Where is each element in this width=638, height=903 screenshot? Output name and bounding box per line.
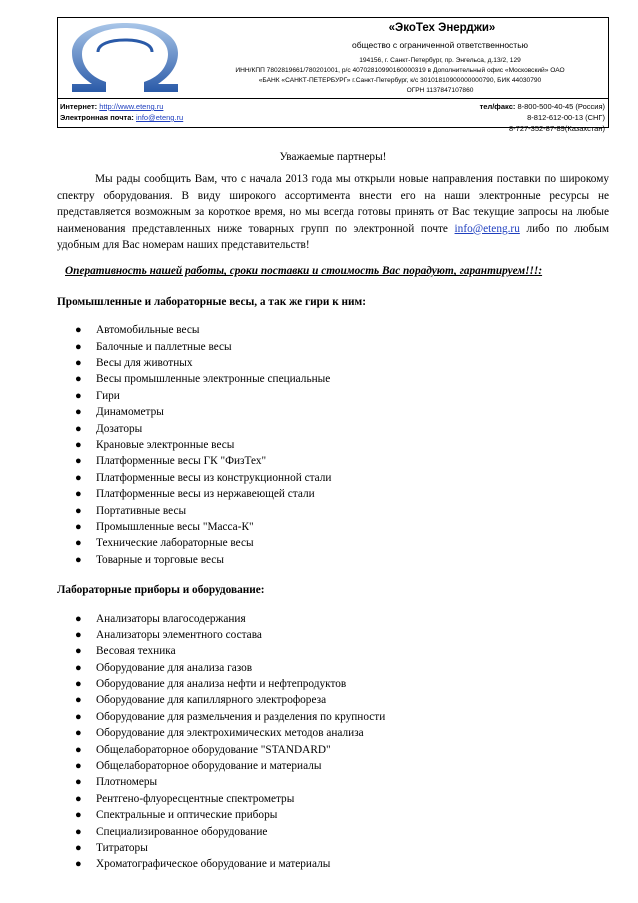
list-item-text: Динамометры [96, 406, 164, 419]
list-item [57, 676, 609, 692]
bullet-icon: ● [75, 389, 82, 402]
list-item-text: Оборудование для размельчения и разделения по крупности [96, 710, 386, 723]
list-item [57, 692, 609, 708]
list-item [57, 611, 609, 627]
bullet-icon: ● [75, 628, 82, 641]
scales-list [57, 322, 609, 568]
list-item-text: Оборудование для капиллярного электрофореза [96, 694, 327, 707]
bullet-icon: ● [75, 825, 82, 838]
list-item-text: Весы для животных [96, 357, 193, 370]
bullet-icon: ● [75, 710, 82, 723]
letterhead [57, 17, 609, 133]
phone-kz: 8-727-352-87-89(Казахстан) [508, 124, 605, 133]
list-item-text: Анализаторы элементного состава [96, 628, 262, 641]
list-item-text: Автомобильные весы [96, 324, 200, 337]
bullet-icon: ● [75, 504, 82, 517]
company-details [196, 21, 604, 96]
list-item-text: Хроматографическое оборудование и материалы [96, 858, 331, 871]
list-item-text: Технические лабораторные весы [96, 537, 254, 550]
list-item [57, 742, 609, 758]
list-item-text: Платформенные весы из конструкционной стали [96, 471, 332, 484]
list-item [57, 453, 609, 469]
list-item [57, 824, 609, 840]
list-item-text: Весы промышленные электронные специальные [96, 373, 331, 386]
list-item-text: Товарные и торговые весы [96, 553, 224, 566]
bullet-icon: ● [75, 743, 82, 756]
bullet-icon: ● [75, 645, 82, 658]
bullet-icon: ● [75, 792, 82, 805]
list-item-text: Общелабораторное оборудование "STANDARD" [96, 743, 331, 756]
list-item [57, 758, 609, 774]
list-item-text: Балочные и паллетные весы [96, 340, 232, 353]
list-item-text: Анализаторы влагосодержания [96, 612, 246, 625]
list-item [57, 725, 609, 741]
intro-text: Мы рады сообщить Вам, что с начала 2013 года мы открыли новые направления поставки по широкому спектру оборудования. В виду широкого ассортимента внести его на наши электронные ресурсы не представляется возможным за короткое время, но мы всегда готовы принять от Вас текущие запросы на любые наименования представленных ниже товарных групп по электронной почте [57, 173, 609, 235]
list-item [57, 856, 609, 872]
bullet-icon: ● [75, 455, 82, 468]
bullet-icon: ● [75, 727, 82, 740]
list-item-text: Спектральные и оптические приборы [96, 809, 278, 822]
bullet-icon: ● [75, 678, 82, 691]
company-bank: «БАНК «САНКТ-ПЕТЕРБУРГ» г.Санкт-Петербург, к/с 30101810900000000790, БИК 44030790 [258, 77, 542, 84]
contacts-left [60, 101, 183, 123]
letter-body [57, 149, 609, 873]
bullet-icon: ● [75, 340, 82, 353]
list-item-text: Дозаторы [96, 422, 143, 435]
list-item-text: Специализированное оборудование [96, 825, 268, 838]
omega-logo-icon [62, 22, 188, 96]
bullet-icon: ● [75, 324, 82, 337]
list-item-text: Оборудование для электрохимических методов анализа [96, 727, 364, 740]
list-item [57, 840, 609, 856]
list-item [57, 535, 609, 551]
salutation: Уважаемые партнеры! [279, 151, 387, 163]
list-item [57, 371, 609, 387]
company-name: «ЭкоТех Энерджи» [388, 22, 496, 34]
bullet-icon: ● [75, 694, 82, 707]
intro-email-link[interactable]: info@eteng.ru [454, 222, 520, 235]
intro-paragraph [57, 171, 609, 253]
list-item [57, 643, 609, 659]
bullet-icon: ● [75, 422, 82, 435]
letterhead-contacts [58, 99, 608, 133]
list-item-text: Оборудование для анализа нефти и нефтепродуктов [96, 678, 347, 691]
section-title-lab: Лабораторные приборы и оборудование: [57, 584, 265, 597]
bullet-icon: ● [75, 406, 82, 419]
internet-label: Интернет: [60, 102, 98, 111]
bullet-icon: ● [75, 858, 82, 871]
lab-list [57, 611, 609, 873]
bullet-icon: ● [75, 537, 82, 550]
bullet-icon: ● [75, 438, 82, 451]
email-label: Электронная почта: [60, 113, 134, 122]
company-inn: ИНН/КПП 7802819661/780201001, р/с 40702810990160000319 в Дополнительный офис «Московский» ОАО [235, 67, 565, 74]
list-item [57, 437, 609, 453]
letterhead-top [58, 18, 608, 98]
phone-cis: 8-812-612-00-13 (СНГ) [527, 113, 605, 122]
list-item [57, 486, 609, 502]
list-item-text: Портативные весы [96, 504, 187, 517]
contacts-right [480, 101, 605, 134]
bullet-icon: ● [75, 661, 82, 674]
list-item-text: Плотномеры [96, 776, 158, 789]
section-title-scales: Промышленные и лабораторные весы, а так же гири к ним: [57, 295, 367, 308]
list-item [57, 807, 609, 823]
bullet-icon: ● [75, 357, 82, 370]
list-item-text: Титраторы [96, 841, 148, 854]
bullet-icon: ● [75, 520, 82, 533]
bullet-icon: ● [75, 841, 82, 854]
list-item [57, 627, 609, 643]
list-item-text: Оборудование для анализа газов [96, 661, 253, 674]
list-item-text: Платформенные весы из нержавеющей стали [96, 488, 315, 501]
bullet-icon: ● [75, 760, 82, 773]
bullet-icon: ● [75, 471, 82, 484]
company-type: общество с ограниченной ответственностью [351, 40, 529, 50]
bullet-icon: ● [75, 488, 82, 501]
slogan: Оперативность нашей работы, сроки поставки и стоимость Вас порадуют, гарантируем!!!: [65, 265, 543, 278]
list-item [57, 404, 609, 420]
list-item [57, 709, 609, 725]
company-ogrn: ОГРН 1137847107860 [406, 87, 474, 94]
list-item [57, 339, 609, 355]
list-item-text: Крановые электронные весы [96, 438, 235, 451]
list-item [57, 388, 609, 404]
list-item [57, 355, 609, 371]
list-item [57, 322, 609, 338]
list-item [57, 791, 609, 807]
list-item [57, 552, 609, 568]
website-link[interactable]: http://www.eteng.ru [99, 102, 164, 111]
phone-label: тел/факс: [479, 102, 516, 111]
phone-russia: 8-800-500-40-45 (Россия) [517, 102, 605, 111]
bullet-icon: ● [75, 553, 82, 566]
intro-tail: либо по любым удобным для Вас номерам наших представительств! [57, 222, 609, 252]
list-item [57, 503, 609, 519]
list-item [57, 660, 609, 676]
list-item-text: Рентгено-флуоресцентные спектрометры [96, 792, 295, 805]
bullet-icon: ● [75, 373, 82, 386]
bullet-icon: ● [75, 776, 82, 789]
list-item [57, 774, 609, 790]
list-item [57, 421, 609, 437]
list-item-text: Гири [96, 389, 120, 402]
bullet-icon: ● [75, 612, 82, 625]
list-item-text: Общелабораторное оборудование и материалы [96, 760, 322, 773]
company-address: 194156, г. Санкт-Петербург, пр. Энгельса, д.13/2, 129 [359, 57, 521, 64]
list-item-text: Весовая техника [96, 645, 176, 658]
list-item [57, 519, 609, 535]
list-item-text: Платформенные весы ГК "ФизТех" [96, 455, 267, 468]
bullet-icon: ● [75, 809, 82, 822]
email-link[interactable]: info@eteng.ru [135, 113, 184, 122]
list-item [57, 470, 609, 486]
list-item-text: Промышленные весы "Масса-К" [96, 520, 254, 533]
